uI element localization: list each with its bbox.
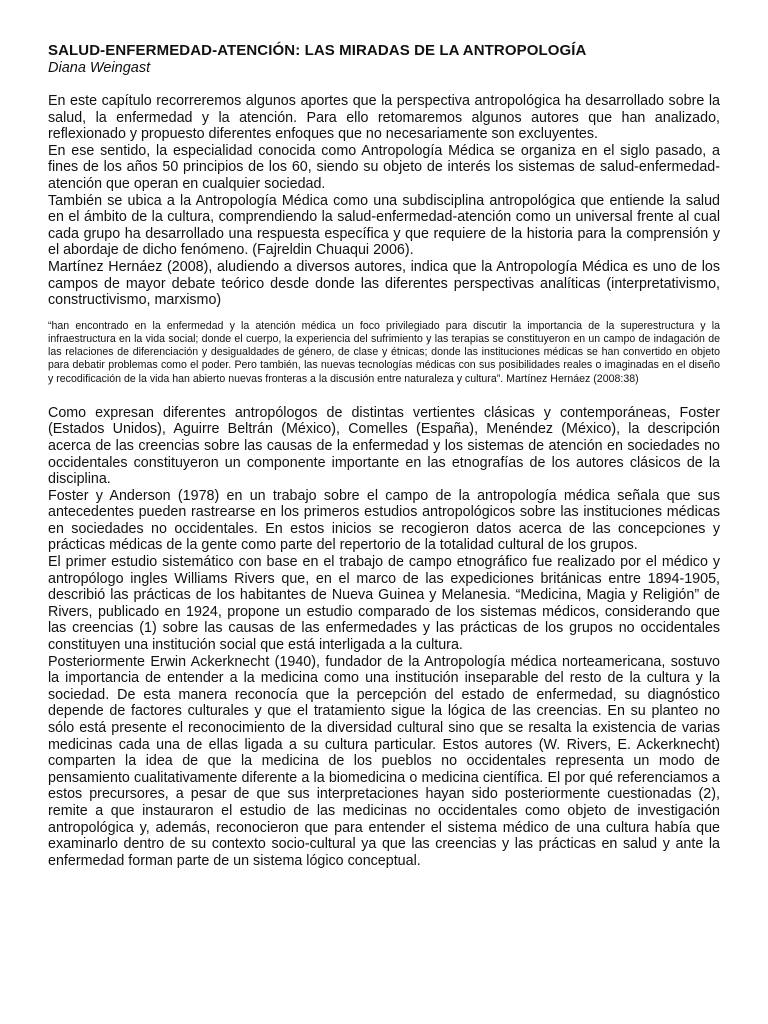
paragraph: El primer estudio sistemático con base en el trabajo de campo etnográfico fue realizado por el médico y antropólogo ingles Williams Rivers que, en el marco de las expediciones británicas entre 1894-1905, describió las prácticas de los habitantes de Nueva Guinea y Melanesia. “Medicina, Magia y Religión” de Rivers, publicado en 1924, propone un estudio comparado de los sistemas médicos, considerando que las creencias (1) sobre las causas de las enfermedades y las prácticas de los grupos no occidentales constituyen una institución social que está interligada a la cultura.	[48, 554, 720, 654]
paragraph: Posteriormente Erwin Ackerknecht (1940), fundador de la Antropología médica norteamericana, sostuvo la importancia de entender a la medicina como una institución inseparable del resto de la cultura y la sociedad. De esta manera reconocía que la percepción del estado de enfermedad, su diagnóstico depende de factores culturales y que el tratamiento sigue la lógica de las creencias. En su planteo no sólo está presente el reconocimiento de la diversidad cultural sino que se resalta la existencia de varias medicinas cada una de ellas ligada a su cultura particular. Estos autores (W. Rivers, E. Ackerknecht) comparten la idea de que la medicina de los pueblos no occidentales representa un modo de pensamiento cualitativamente diferente a la biomedicina o medicina científica. El por qué referenciamos a estos precursores, a pesar de que sus interpretaciones hayan sido posteriormente cuestionadas (2), remite a que instauraron el estudio de las medicinas no occidentales como objeto de investigación antropológica y, además, reconocieron que para entender el sistema médico de una cultura había que examinarlo dentro de su contexto socio-cultural ya que las creencias y las prácticas en salud y ante la enfermedad forman parte de un sistema lógico conceptual.	[48, 653, 720, 869]
block-quote: “han encontrado en la enfermedad y la atención médica un foco privilegiado para discutir la importancia de la superestructura y la infraestructura en la vida social; donde el cuerpo, la experiencia del sufrimiento y las terapias se constituyeron en un campo de indagación de las relaciones de diferenciación y desigualdades de género, de clase y étnicas; donde las instituciones médicas se han convertido en objeto para debatir problemas como el poder. Pero también, las nuevas tecnologías médicas con sus posibilidades reales o imaginadas en el diseño y recodificación de la vida han abierto nuevas fronteras a la discusión entre naturaleza y cultura”. Martínez Hernáez (2008:38)	[48, 319, 720, 385]
document-page	[48, 42, 720, 869]
paragraph: Foster y Anderson (1978) en un trabajo sobre el campo de la antropología médica señala que sus antecedentes pueden rastrearse en los primeros estudios antropológicos sobre las instituciones médicas en sociedades no occidentales. En estos inicios se recogieron datos acerca de las concepciones y prácticas médicas de la gente como parte del repertorio de la totalidad cultural de los grupos.	[48, 487, 720, 554]
document-title: SALUD-ENFERMEDAD-ATENCIÓN: LAS MIRADAS DE LA ANTROPOLOGÍA	[48, 42, 587, 59]
paragraph: Como expresan diferentes antropólogos de distintas vertientes clásicas y contemporáneas, Foster (Estados Unidos), Aguirre Beltrán (México), Comelles (España), Menéndez (México), la descripción acerca de las creencias sobre las causas de la enfermedad y los sistemas de atención en sociedades no occidentales constituyeron un componente importante en las etnografías de los autores clásicos de la disciplina.	[48, 404, 720, 488]
intro-section	[48, 93, 720, 309]
author-name: Diana Weingast	[48, 60, 151, 76]
main-section	[48, 405, 720, 870]
paragraph: Martínez Hernáez (2008), aludiendo a diversos autores, indica que la Antropología Médica es uno de los campos de mayor debate teórico desde donde las diferentes perspectivas analíticas (interpretativismo, constructivismo, marxismo)	[48, 258, 720, 309]
paragraph: En ese sentido, la especialidad conocida como Antropología Médica se organiza en el siglo pasado, a fines de los años 50 principios de los 60, siendo su objeto de interés los sistemas de salud-enfermedad-atención que operan en cualquier sociedad.	[48, 142, 720, 192]
paragraph: En este capítulo recorreremos algunos aportes que la perspectiva antropológica ha desarrollado sobre la salud, la enfermedad y la atención. Para ello retomaremos algunos autores que han analizado, reflexionado y propuesto diferentes enfoques que no necesariamente son excluyentes.	[48, 93, 720, 143]
paragraph: También se ubica a la Antropología Médica como una subdisciplina antropológica que entiende la salud en el ámbito de la cultura, comprendiendo la salud-enfermedad-atención como un universal frente al cual cada grupo ha desarrollado una respuesta específica y que requiere de la historia para la comprensión y el abordaje de dicho fenómeno. (Fajreldin Chuaqui 2006).	[48, 192, 720, 259]
